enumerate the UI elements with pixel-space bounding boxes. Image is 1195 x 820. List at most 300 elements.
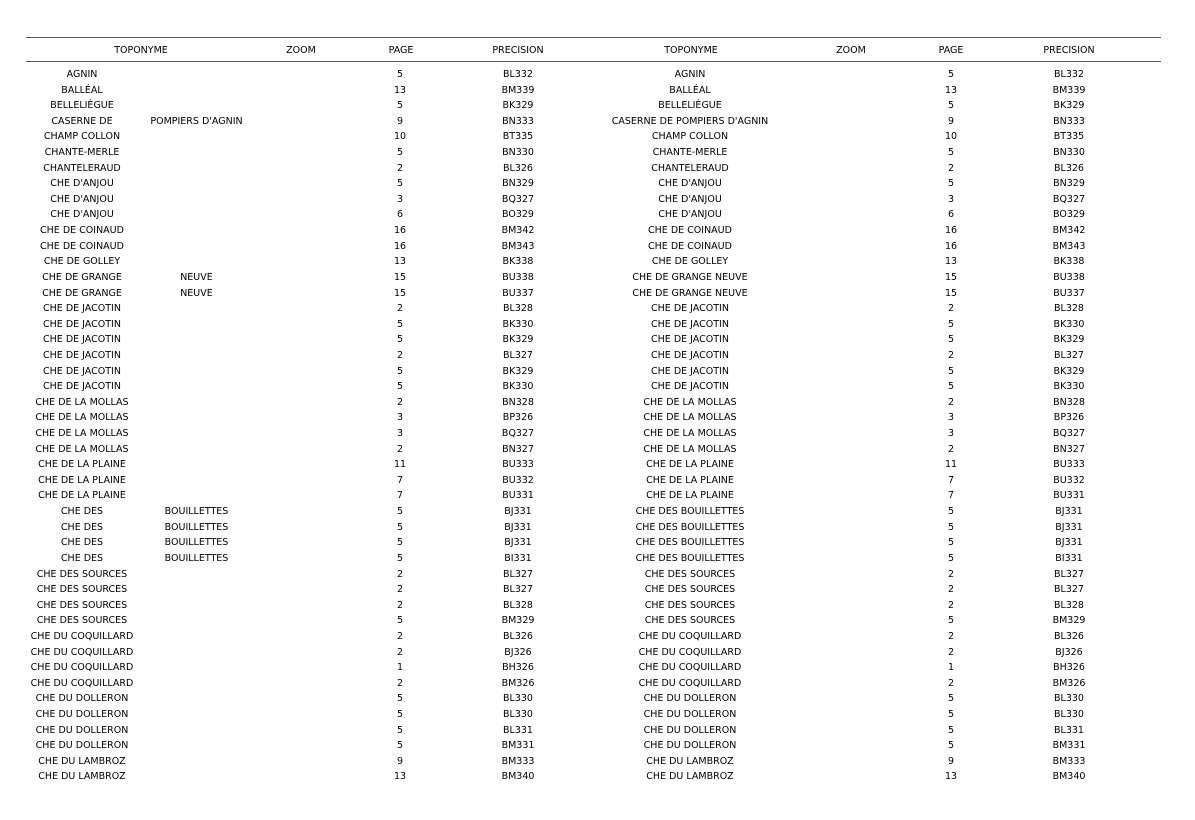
- precision-left-cell: BJ331: [504, 506, 532, 518]
- zoom-left-cell: BOUILLETTES: [164, 552, 229, 564]
- header-row: [26, 38, 1161, 61]
- page-right-cell: 6: [947, 209, 955, 221]
- toponyme-left-cell: AGNIN: [66, 69, 98, 80]
- precision-left-cell: BU332: [502, 474, 534, 486]
- page-right-cell: 9: [947, 115, 955, 127]
- toponyme-right-cell: CHE DU DOLLERON: [643, 693, 737, 705]
- table-row: [26, 192, 1161, 208]
- precision-right-cell: BJ331: [1055, 506, 1083, 518]
- page-right-cell: 10: [944, 131, 958, 143]
- page-left-cell: 5: [396, 178, 404, 190]
- zoom-left-cell: NEUVE: [180, 287, 213, 299]
- page-right-cell: 5: [947, 506, 955, 518]
- header-toponyme-left: TOPONYME: [114, 45, 168, 56]
- precision-left-cell: BM326: [501, 677, 535, 689]
- toponyme-right-cell: CHE DU COQUILLARD: [638, 677, 742, 689]
- table-row: [26, 286, 1161, 302]
- table-row: [26, 254, 1161, 270]
- page-left-cell: 3: [396, 193, 404, 205]
- table-row: [26, 379, 1161, 395]
- toponyme-right-cell: CHE DES BOUILLETTES: [635, 506, 745, 518]
- table-row: [26, 738, 1161, 754]
- toponyme-left-cell: CHE DU LAMBROZ: [38, 771, 126, 783]
- toponyme-right-cell: CHE DES BOUILLETTES: [635, 552, 745, 564]
- table-row: [26, 114, 1161, 130]
- table-row: [26, 332, 1161, 348]
- precision-left-cell: BL331: [503, 724, 533, 736]
- toponyme-left-cell: BALLÉAL: [61, 84, 103, 96]
- toponyme-right-cell: CHANTE-MERLE: [652, 147, 728, 159]
- page-right-cell: 2: [947, 599, 955, 611]
- precision-left-cell: BO329: [502, 209, 534, 221]
- toponyme-right-cell: CHE DE JACOTIN: [651, 349, 729, 361]
- toponyme-left-cell: CHE DE GRANGE: [42, 271, 122, 283]
- page-left-cell: 6: [396, 209, 404, 221]
- page-right-cell: 15: [944, 287, 958, 299]
- precision-left-cell: BL332: [503, 69, 533, 80]
- table-row: [26, 98, 1161, 114]
- precision-right-cell: BU338: [1053, 271, 1085, 283]
- toponyme-right-cell: CHE DU DOLLERON: [643, 724, 737, 736]
- page-left-cell: 16: [393, 225, 407, 237]
- toponyme-right-cell: CHE D'ANJOU: [658, 209, 722, 221]
- page-left-cell: 5: [396, 724, 404, 736]
- page-left-cell: 13: [393, 256, 407, 268]
- toponyme-left-cell: CHE DU LAMBROZ: [38, 755, 126, 767]
- index-table: [26, 37, 1161, 785]
- page-left-cell: 5: [396, 334, 404, 346]
- precision-left-cell: BN327: [502, 443, 534, 455]
- page-left-cell: 5: [396, 381, 404, 393]
- table-row: [26, 473, 1161, 489]
- page-left-cell: 2: [396, 349, 404, 361]
- precision-left-cell: BK329: [502, 334, 534, 346]
- precision-left-cell: BL326: [503, 162, 533, 174]
- toponyme-left-cell: CHANTELERAUD: [43, 162, 121, 174]
- page-right-cell: 16: [944, 225, 958, 237]
- toponyme-left-cell: CHE DE LA MOLLAS: [35, 412, 129, 424]
- page-right-cell: 5: [947, 708, 955, 720]
- precision-left-cell: BQ327: [501, 193, 535, 205]
- precision-right-cell: BM331: [1052, 740, 1086, 752]
- toponyme-left-cell: CHE DE JACOTIN: [43, 303, 121, 315]
- precision-left-cell: BL326: [503, 630, 533, 642]
- toponyme-right-cell: BELLELIÈGUE: [658, 100, 722, 112]
- header-page-right: PAGE: [938, 45, 964, 56]
- table-row: [26, 270, 1161, 286]
- toponyme-left-cell: CHE DU DOLLERON: [35, 724, 129, 736]
- precision-right-cell: BL327: [1054, 568, 1084, 580]
- precision-right-cell: BN330: [1053, 147, 1085, 159]
- precision-left-cell: BK330: [502, 318, 534, 330]
- precision-left-cell: BK329: [502, 100, 534, 112]
- table-row: [26, 535, 1161, 551]
- toponyme-left-cell: BELLELIÈGUE: [50, 100, 114, 112]
- toponyme-right-cell: CHE DES BOUILLETTES: [635, 521, 745, 533]
- toponyme-right-cell: CHE DES SOURCES: [644, 599, 736, 611]
- table-row: [26, 613, 1161, 629]
- toponyme-left-cell: CHE DE JACOTIN: [43, 381, 121, 393]
- page-right-cell: 5: [947, 537, 955, 549]
- page-right-cell: 5: [947, 552, 955, 564]
- precision-left-cell: BN333: [502, 115, 534, 127]
- toponyme-right-cell: CHE DE LA PLAINE: [646, 490, 734, 502]
- precision-right-cell: BL327: [1054, 349, 1084, 361]
- table-row: [26, 410, 1161, 426]
- toponyme-left-cell: CHE DE COINAUD: [40, 240, 124, 252]
- zoom-left-cell: POMPIERS D'AGNIN: [150, 115, 243, 127]
- precision-right-cell: BM343: [1052, 240, 1086, 252]
- precision-right-cell: BM340: [1052, 771, 1086, 783]
- page-left-cell: 11: [393, 459, 407, 471]
- precision-left-cell: BL327: [503, 568, 533, 580]
- toponyme-left-cell: CHE DES: [60, 537, 104, 549]
- precision-left-cell: BM333: [501, 755, 535, 767]
- precision-left-cell: BK330: [502, 381, 534, 393]
- precision-right-cell: BL328: [1054, 599, 1084, 611]
- table-row: [26, 207, 1161, 223]
- toponyme-left-cell: CHE DE LA MOLLAS: [35, 443, 129, 455]
- table-row: [26, 223, 1161, 239]
- precision-left-cell: BM342: [501, 225, 535, 237]
- precision-right-cell: BN327: [1053, 443, 1085, 455]
- precision-left-cell: BT335: [502, 131, 534, 143]
- table-body: [26, 67, 1161, 785]
- header-precision-left: PRECISION: [492, 45, 544, 56]
- page-left-cell: 3: [396, 428, 404, 440]
- table-row: [26, 426, 1161, 442]
- precision-right-cell: BL327: [1054, 584, 1084, 596]
- page-left-cell: 15: [393, 287, 407, 299]
- page-left-cell: 3: [396, 412, 404, 424]
- precision-right-cell: BI331: [1055, 552, 1083, 564]
- page-left-cell: 10: [393, 131, 407, 143]
- toponyme-left-cell: CHE DU COQUILLARD: [30, 646, 134, 658]
- page-right-cell: 11: [944, 459, 958, 471]
- page-left-cell: 13: [393, 84, 407, 96]
- zoom-left-cell: NEUVE: [180, 271, 213, 283]
- toponyme-right-cell: CHE DE JACOTIN: [651, 381, 729, 393]
- page-right-cell: 5: [947, 178, 955, 190]
- page-right-cell: 5: [947, 521, 955, 533]
- precision-left-cell: BL328: [503, 303, 533, 315]
- toponyme-left-cell: CHE DU DOLLERON: [35, 693, 129, 705]
- toponyme-left-cell: CHE D'ANJOU: [50, 178, 114, 190]
- toponyme-right-cell: CHE D'ANJOU: [658, 178, 722, 190]
- precision-right-cell: BQ327: [1052, 428, 1086, 440]
- toponyme-right-cell: CHE DU DOLLERON: [643, 708, 737, 720]
- toponyme-left-cell: CHE DES: [60, 506, 104, 518]
- page-right-cell: 2: [947, 568, 955, 580]
- page-right-cell: 3: [947, 412, 955, 424]
- toponyme-right-cell: CHE DU COQUILLARD: [638, 630, 742, 642]
- page-left-cell: 13: [393, 771, 407, 783]
- page-right-cell: 5: [947, 69, 955, 80]
- toponyme-left-cell: CHE DE LA MOLLAS: [35, 428, 129, 440]
- page-left-cell: 5: [396, 506, 404, 518]
- page-right-cell: 2: [947, 584, 955, 596]
- toponyme-left-cell: CHE D'ANJOU: [50, 193, 114, 205]
- toponyme-right-cell: CHAMP COLLON: [651, 131, 729, 143]
- page-right-cell: 5: [947, 365, 955, 377]
- page-left-cell: 16: [393, 240, 407, 252]
- page-right-cell: 2: [947, 303, 955, 315]
- precision-left-cell: BM331: [501, 740, 535, 752]
- toponyme-right-cell: CHE DU LAMBROZ: [646, 771, 734, 783]
- precision-right-cell: BK329: [1053, 334, 1085, 346]
- precision-left-cell: BK338: [502, 256, 534, 268]
- toponyme-right-cell: CHE DE LA PLAINE: [646, 459, 734, 471]
- precision-left-cell: BN330: [502, 147, 534, 159]
- precision-right-cell: BU337: [1053, 287, 1085, 299]
- precision-right-cell: BM342: [1052, 225, 1086, 237]
- table-row: [26, 660, 1161, 676]
- page-right-cell: 2: [947, 349, 955, 361]
- precision-left-cell: BU333: [502, 459, 534, 471]
- precision-right-cell: BL326: [1054, 162, 1084, 174]
- toponyme-right-cell: AGNIN: [674, 69, 706, 80]
- precision-right-cell: BT335: [1053, 131, 1085, 143]
- page-right-cell: 3: [947, 428, 955, 440]
- page-left-cell: 5: [396, 740, 404, 752]
- table-row: [26, 67, 1161, 83]
- page-left-cell: 2: [396, 443, 404, 455]
- table-row: [26, 364, 1161, 380]
- zoom-left-cell: BOUILLETTES: [164, 537, 229, 549]
- header-zoom-left: ZOOM: [286, 45, 316, 56]
- page-right-cell: 2: [947, 630, 955, 642]
- precision-right-cell: BJ331: [1055, 537, 1083, 549]
- page-right-cell: 5: [947, 724, 955, 736]
- page-left-cell: 9: [396, 115, 404, 127]
- table-row: [26, 395, 1161, 411]
- table-row: [26, 691, 1161, 707]
- page-right-cell: 9: [947, 755, 955, 767]
- page-left-cell: 5: [396, 69, 404, 80]
- toponyme-left-cell: CHE DE JACOTIN: [43, 334, 121, 346]
- table-row: [26, 582, 1161, 598]
- table-row: [26, 442, 1161, 458]
- precision-right-cell: BU333: [1053, 459, 1085, 471]
- toponyme-left-cell: CHE DE GOLLEY: [43, 256, 121, 268]
- precision-right-cell: BN329: [1053, 178, 1085, 190]
- page-left-cell: 2: [396, 396, 404, 408]
- table-row: [26, 129, 1161, 145]
- toponyme-left-cell: CHE DE JACOTIN: [43, 349, 121, 361]
- precision-right-cell: BJ326: [1055, 646, 1083, 658]
- page-left-cell: 5: [396, 147, 404, 159]
- precision-left-cell: BH326: [502, 662, 534, 674]
- toponyme-right-cell: CHE DE GRANGE NEUVE: [632, 287, 748, 299]
- page-right-cell: 1: [947, 662, 955, 674]
- toponyme-right-cell: CHE DE JACOTIN: [651, 303, 729, 315]
- table-row: [26, 239, 1161, 255]
- page-left-cell: 5: [396, 537, 404, 549]
- page-left-cell: 15: [393, 271, 407, 283]
- precision-left-cell: BP326: [502, 412, 534, 424]
- toponyme-left-cell: CHE D'ANJOU: [50, 209, 114, 221]
- precision-left-cell: BL330: [503, 708, 533, 720]
- toponyme-left-cell: CHE DU DOLLERON: [35, 708, 129, 720]
- precision-left-cell: BN329: [502, 178, 534, 190]
- toponyme-right-cell: BALLÉAL: [669, 84, 711, 96]
- toponyme-right-cell: CHE DE COINAUD: [648, 240, 732, 252]
- page-right-cell: 7: [947, 490, 955, 502]
- page-right-cell: 2: [947, 396, 955, 408]
- toponyme-right-cell: CHE DE LA MOLLAS: [643, 428, 737, 440]
- page-left-cell: 2: [396, 646, 404, 658]
- toponyme-right-cell: CHE DE GRANGE NEUVE: [632, 271, 748, 283]
- precision-right-cell: BK338: [1053, 256, 1085, 268]
- precision-right-cell: BU332: [1053, 474, 1085, 486]
- table-row: [26, 317, 1161, 333]
- toponyme-left-cell: CHE DES SOURCES: [36, 584, 128, 596]
- table-row: [26, 723, 1161, 739]
- precision-left-cell: BL327: [503, 584, 533, 596]
- page-right-cell: 5: [947, 740, 955, 752]
- header-toponyme-right: TOPONYME: [664, 45, 718, 56]
- toponyme-right-cell: CHE DES SOURCES: [644, 615, 736, 627]
- table-row: [26, 769, 1161, 785]
- header-zoom-right: ZOOM: [836, 45, 866, 56]
- toponyme-right-cell: CASERNE DE POMPIERS D'AGNIN: [611, 115, 769, 127]
- precision-left-cell: BI331: [504, 552, 532, 564]
- page-left-cell: 2: [396, 630, 404, 642]
- precision-right-cell: BL330: [1054, 708, 1084, 720]
- toponyme-left-cell: CHE DE LA PLAINE: [38, 490, 126, 502]
- header-precision-right: PRECISION: [1043, 45, 1095, 56]
- precision-left-cell: BJ331: [504, 521, 532, 533]
- precision-right-cell: BL326: [1054, 630, 1084, 642]
- toponyme-right-cell: CHE DE LA MOLLAS: [643, 412, 737, 424]
- precision-right-cell: BM339: [1052, 84, 1086, 96]
- precision-right-cell: BQ327: [1052, 193, 1086, 205]
- page-left-cell: 2: [396, 584, 404, 596]
- toponyme-right-cell: CHE DES SOURCES: [644, 584, 736, 596]
- table-row: [26, 567, 1161, 583]
- page-left-cell: 2: [396, 599, 404, 611]
- precision-right-cell: BM329: [1052, 615, 1086, 627]
- table-row: [26, 629, 1161, 645]
- page-right-cell: 2: [947, 162, 955, 174]
- page-right-cell: 5: [947, 693, 955, 705]
- table-row: [26, 754, 1161, 770]
- page-left-cell: 5: [396, 615, 404, 627]
- page-right-cell: 2: [947, 646, 955, 658]
- page-right-cell: 5: [947, 100, 955, 112]
- toponyme-right-cell: CHE DU COQUILLARD: [638, 662, 742, 674]
- page-left-cell: 7: [396, 490, 404, 502]
- toponyme-left-cell: CHE DU DOLLERON: [35, 740, 129, 752]
- toponyme-right-cell: CHE DE GOLLEY: [651, 256, 729, 268]
- toponyme-left-cell: CHE DES: [60, 521, 104, 533]
- precision-left-cell: BU337: [502, 287, 534, 299]
- toponyme-left-cell: CHE DES SOURCES: [36, 599, 128, 611]
- precision-left-cell: BM343: [501, 240, 535, 252]
- toponyme-right-cell: CHE DE JACOTIN: [651, 365, 729, 377]
- toponyme-right-cell: CHE DE LA MOLLAS: [643, 443, 737, 455]
- table-row: [26, 301, 1161, 317]
- toponyme-left-cell: CHE DU COQUILLARD: [30, 677, 134, 689]
- toponyme-right-cell: CHE DU DOLLERON: [643, 740, 737, 752]
- table-row: [26, 520, 1161, 536]
- precision-right-cell: BU331: [1053, 490, 1085, 502]
- precision-right-cell: BM326: [1052, 677, 1086, 689]
- zoom-left-cell: BOUILLETTES: [164, 521, 229, 533]
- toponyme-right-cell: CHE DES BOUILLETTES: [635, 537, 745, 549]
- toponyme-right-cell: CHE DU COQUILLARD: [638, 646, 742, 658]
- page-right-cell: 5: [947, 147, 955, 159]
- toponyme-left-cell: CHE DES: [60, 552, 104, 564]
- precision-left-cell: BU338: [502, 271, 534, 283]
- toponyme-left-cell: CHE DE LA MOLLAS: [35, 396, 129, 408]
- page-right-cell: 13: [944, 771, 958, 783]
- precision-left-cell: BL330: [503, 693, 533, 705]
- precision-left-cell: BN328: [502, 396, 534, 408]
- table-row: [26, 504, 1161, 520]
- page-right-cell: 5: [947, 615, 955, 627]
- toponyme-left-cell: CHE DES SOURCES: [36, 568, 128, 580]
- toponyme-right-cell: CHE DE COINAUD: [648, 225, 732, 237]
- header-page-left: PAGE: [388, 45, 414, 56]
- precision-left-cell: BM329: [501, 615, 535, 627]
- table-row: [26, 645, 1161, 661]
- toponyme-right-cell: CHE DE JACOTIN: [651, 318, 729, 330]
- toponyme-right-cell: CHE DU LAMBROZ: [646, 755, 734, 767]
- page-left-cell: 5: [396, 318, 404, 330]
- page-right-cell: 3: [947, 193, 955, 205]
- toponyme-left-cell: CHAMP COLLON: [43, 131, 121, 143]
- header-rule: [26, 61, 1161, 62]
- page-left-cell: 9: [396, 755, 404, 767]
- precision-left-cell: BJ326: [504, 646, 532, 658]
- precision-right-cell: BH326: [1053, 662, 1085, 674]
- page-left-cell: 2: [396, 162, 404, 174]
- table-row: [26, 551, 1161, 567]
- page-left-cell: 5: [396, 521, 404, 533]
- page-left-cell: 1: [396, 662, 404, 674]
- precision-left-cell: BM339: [501, 84, 535, 96]
- toponyme-right-cell: CHE DE LA PLAINE: [646, 474, 734, 486]
- precision-right-cell: BL330: [1054, 693, 1084, 705]
- toponyme-right-cell: CHE DE LA MOLLAS: [643, 396, 737, 408]
- page-left-cell: 7: [396, 474, 404, 486]
- page-right-cell: 5: [947, 318, 955, 330]
- page-left-cell: 5: [396, 100, 404, 112]
- precision-right-cell: BO329: [1053, 209, 1085, 221]
- toponyme-left-cell: CHANTE-MERLE: [44, 147, 120, 159]
- toponyme-left-cell: CHE DE GRANGE: [42, 287, 122, 299]
- page-left-cell: 2: [396, 303, 404, 315]
- toponyme-right-cell: CHE DE JACOTIN: [651, 334, 729, 346]
- precision-right-cell: BN333: [1053, 115, 1085, 127]
- toponyme-right-cell: CHE DES SOURCES: [644, 568, 736, 580]
- page-right-cell: 5: [947, 334, 955, 346]
- toponyme-left-cell: CHE DE JACOTIN: [43, 365, 121, 377]
- toponyme-left-cell: CHE DES SOURCES: [36, 615, 128, 627]
- page-right-cell: 5: [947, 381, 955, 393]
- page-right-cell: 7: [947, 474, 955, 486]
- toponyme-right-cell: CHANTELERAUD: [651, 162, 729, 174]
- toponyme-right-cell: CHE D'ANJOU: [658, 193, 722, 205]
- page-right-cell: 15: [944, 271, 958, 283]
- table-row: [26, 161, 1161, 177]
- table-row: [26, 348, 1161, 364]
- precision-right-cell: BL331: [1054, 724, 1084, 736]
- page-right-cell: 2: [947, 677, 955, 689]
- precision-right-cell: BN328: [1053, 396, 1085, 408]
- toponyme-left-cell: CHE DE COINAUD: [40, 225, 124, 237]
